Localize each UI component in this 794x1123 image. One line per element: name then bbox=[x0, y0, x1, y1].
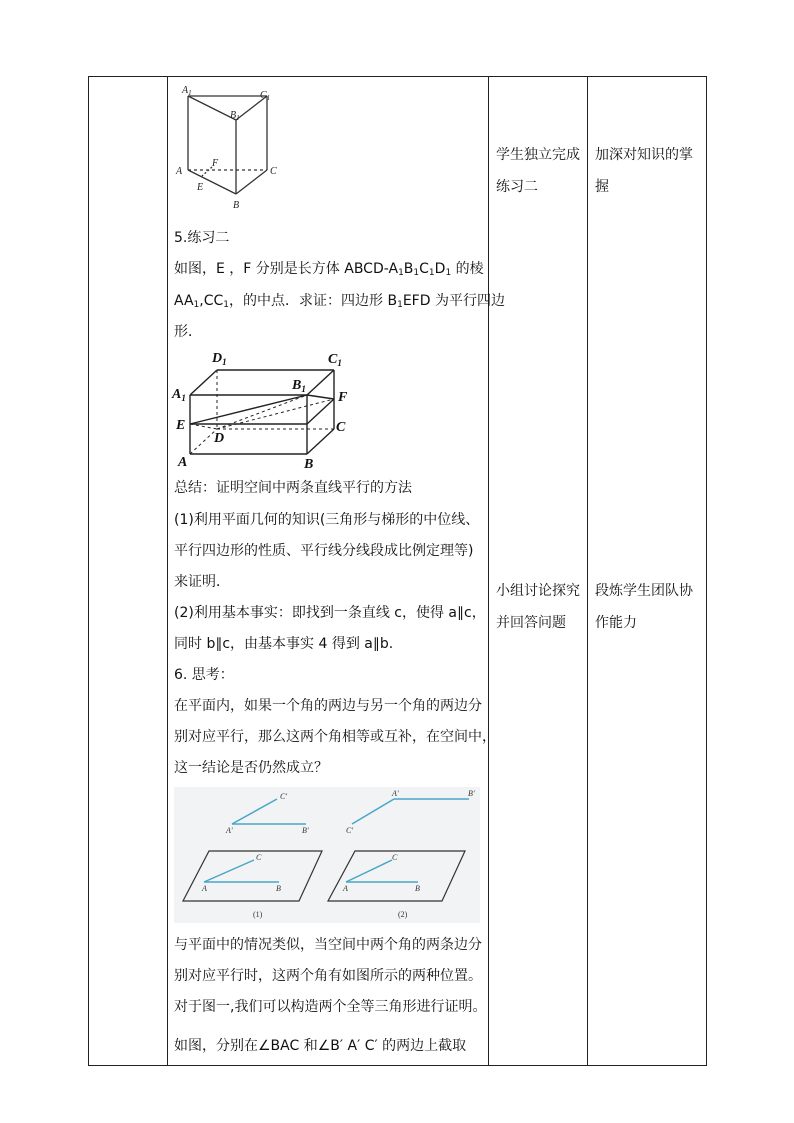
angle-label-bottom-right-a: A bbox=[343, 884, 348, 893]
angle-label-top-right-a: A' bbox=[392, 789, 399, 798]
cuboid-label-c1: $C_1$ bbox=[328, 352, 342, 368]
angle-label-top-right-c: C' bbox=[346, 826, 354, 835]
problem-line1-a: 如图，E ，F 分别是长方体 ABCD-A bbox=[174, 261, 399, 277]
section5-problem-line1 bbox=[174, 254, 484, 289]
problem-line1-e: 的棱 bbox=[451, 261, 484, 277]
prism-label-a: A bbox=[176, 166, 183, 177]
problem-sub-b1-efd: 1 bbox=[397, 300, 403, 310]
cuboid-label-b: B bbox=[304, 457, 314, 472]
summary-method1-line3: 来证明． bbox=[174, 574, 230, 590]
cuboid-label-b1: $B_1$ bbox=[292, 378, 306, 394]
summary-method2-line2: 同时 b∥c，由基本事实 4 得到 a∥b. bbox=[174, 636, 394, 652]
section5-title: 5.练习二 bbox=[174, 230, 230, 246]
activity-row1: 学生独立完成练习二 bbox=[496, 147, 580, 195]
section6-para-line4: 如图，分别在∠BAC 和∠B′ A′ C′ 的两边上截取 bbox=[174, 1038, 467, 1054]
prism-label-b1: $B_1$ bbox=[230, 110, 240, 122]
summary-method2-line1: (2)利用基本事实：即找到一条直线 c，使得 a∥c， bbox=[174, 605, 486, 621]
summary-method1-line2: 平行四边形的性质、平行线分线段成比例定理等) bbox=[174, 543, 474, 559]
cuboid-figure bbox=[170, 345, 360, 473]
table-border-right bbox=[706, 76, 707, 1066]
prism-label-e: E bbox=[197, 182, 204, 193]
section6-para-line3: 对于图一,我们可以构造两个全等三角形进行证明。 bbox=[174, 999, 487, 1015]
angle-label-bottom-left-a: A bbox=[202, 884, 207, 893]
cuboid-label-d1: $D_1$ bbox=[212, 351, 227, 367]
problem-line2-b: ,CC bbox=[199, 293, 224, 309]
problem-line1-b: B bbox=[403, 261, 414, 277]
angle-figure bbox=[174, 787, 480, 923]
problem-line2-a: AA bbox=[174, 293, 194, 309]
section6-title: 6. 思考： bbox=[174, 667, 234, 683]
table-border-top bbox=[88, 76, 707, 77]
prism-label-c: C bbox=[270, 166, 277, 177]
problem-line2-c: ，的中点．求证：四边形 B bbox=[229, 293, 398, 309]
problem-sub-b1: 1 bbox=[413, 268, 420, 278]
prism-label-f: F bbox=[212, 158, 219, 169]
table-border-left bbox=[88, 76, 89, 1066]
problem-line1-c: C bbox=[419, 261, 429, 277]
prism-figure bbox=[170, 82, 285, 212]
section6-para-line1: 与平面中的情况类似，当空间中两个角的两条边分 bbox=[174, 937, 482, 953]
intent-row2: 段炼学生团队协作能力 bbox=[595, 583, 693, 631]
section6-question-line3: 这一结论是否仍然成立？ bbox=[174, 760, 328, 776]
section6-para-line2: 别对应平行时，这两个角有如图所示的两种位置。 bbox=[174, 968, 482, 984]
angle-label-bottom-right-c: C bbox=[392, 853, 398, 862]
angle-label-top-right-b: B' bbox=[468, 789, 475, 798]
angle-caption-2: (2) bbox=[398, 910, 408, 919]
summary-title: 总结：证明空间中两条直线平行的方法 bbox=[174, 480, 412, 496]
cuboid-label-f: F bbox=[338, 390, 348, 405]
prism-label-a1: $A_1$ bbox=[182, 85, 192, 97]
cuboid-label-a1: $A_1$ bbox=[172, 387, 186, 403]
cuboid-label-c: C bbox=[336, 420, 346, 435]
intent-row1: 加深对知识的掌握 bbox=[595, 147, 693, 195]
angle-label-bottom-right-b: B bbox=[415, 884, 420, 893]
table-divider-2 bbox=[488, 76, 489, 1066]
problem-sub-c1: 1 bbox=[428, 268, 435, 278]
table-border-bottom bbox=[88, 1065, 707, 1066]
angle-label-bottom-left-c: C bbox=[256, 853, 262, 862]
section5-problem-line2 bbox=[174, 286, 505, 321]
problem-sub-cc1: 1 bbox=[223, 300, 230, 310]
prism-label-b: B bbox=[233, 200, 240, 211]
problem-sub-d1: 1 bbox=[445, 268, 452, 278]
angle-label-top-left-b: B' bbox=[302, 826, 309, 835]
table-divider-3 bbox=[587, 76, 588, 1066]
cuboid-label-e: E bbox=[176, 418, 186, 433]
prism-label-c1: $C_1$ bbox=[260, 90, 271, 102]
angle-label-top-left-a: A' bbox=[226, 826, 233, 835]
angle-caption-1: (1) bbox=[253, 910, 263, 919]
problem-sub-a1: 1 bbox=[398, 268, 404, 278]
section6-question-line2: 别对应平行，那么这两个角相等或互补，在空间中， bbox=[174, 729, 496, 745]
problem-line2-d: EFD 为平行四边 bbox=[402, 293, 505, 309]
section6-question-line1: 在平面内，如果一个角的两边与另一个角的两边分 bbox=[174, 698, 482, 714]
summary-method1-line1: (1)利用平面几何的知识(三角形与梯形的中位线、 bbox=[174, 512, 480, 528]
activity-row2: 小组讨论探究并回答问题 bbox=[496, 583, 580, 631]
problem-sub-aa1: 1 bbox=[193, 300, 200, 310]
section5-problem-line3: 形． bbox=[174, 324, 202, 340]
angle-label-top-left-c: C' bbox=[280, 792, 288, 801]
cuboid-label-a: A bbox=[178, 455, 188, 470]
problem-line1-d: D bbox=[434, 261, 446, 277]
cuboid-label-d: D bbox=[214, 431, 225, 446]
angle-label-bottom-left-b: B bbox=[276, 884, 281, 893]
table-divider-1 bbox=[167, 76, 168, 1066]
